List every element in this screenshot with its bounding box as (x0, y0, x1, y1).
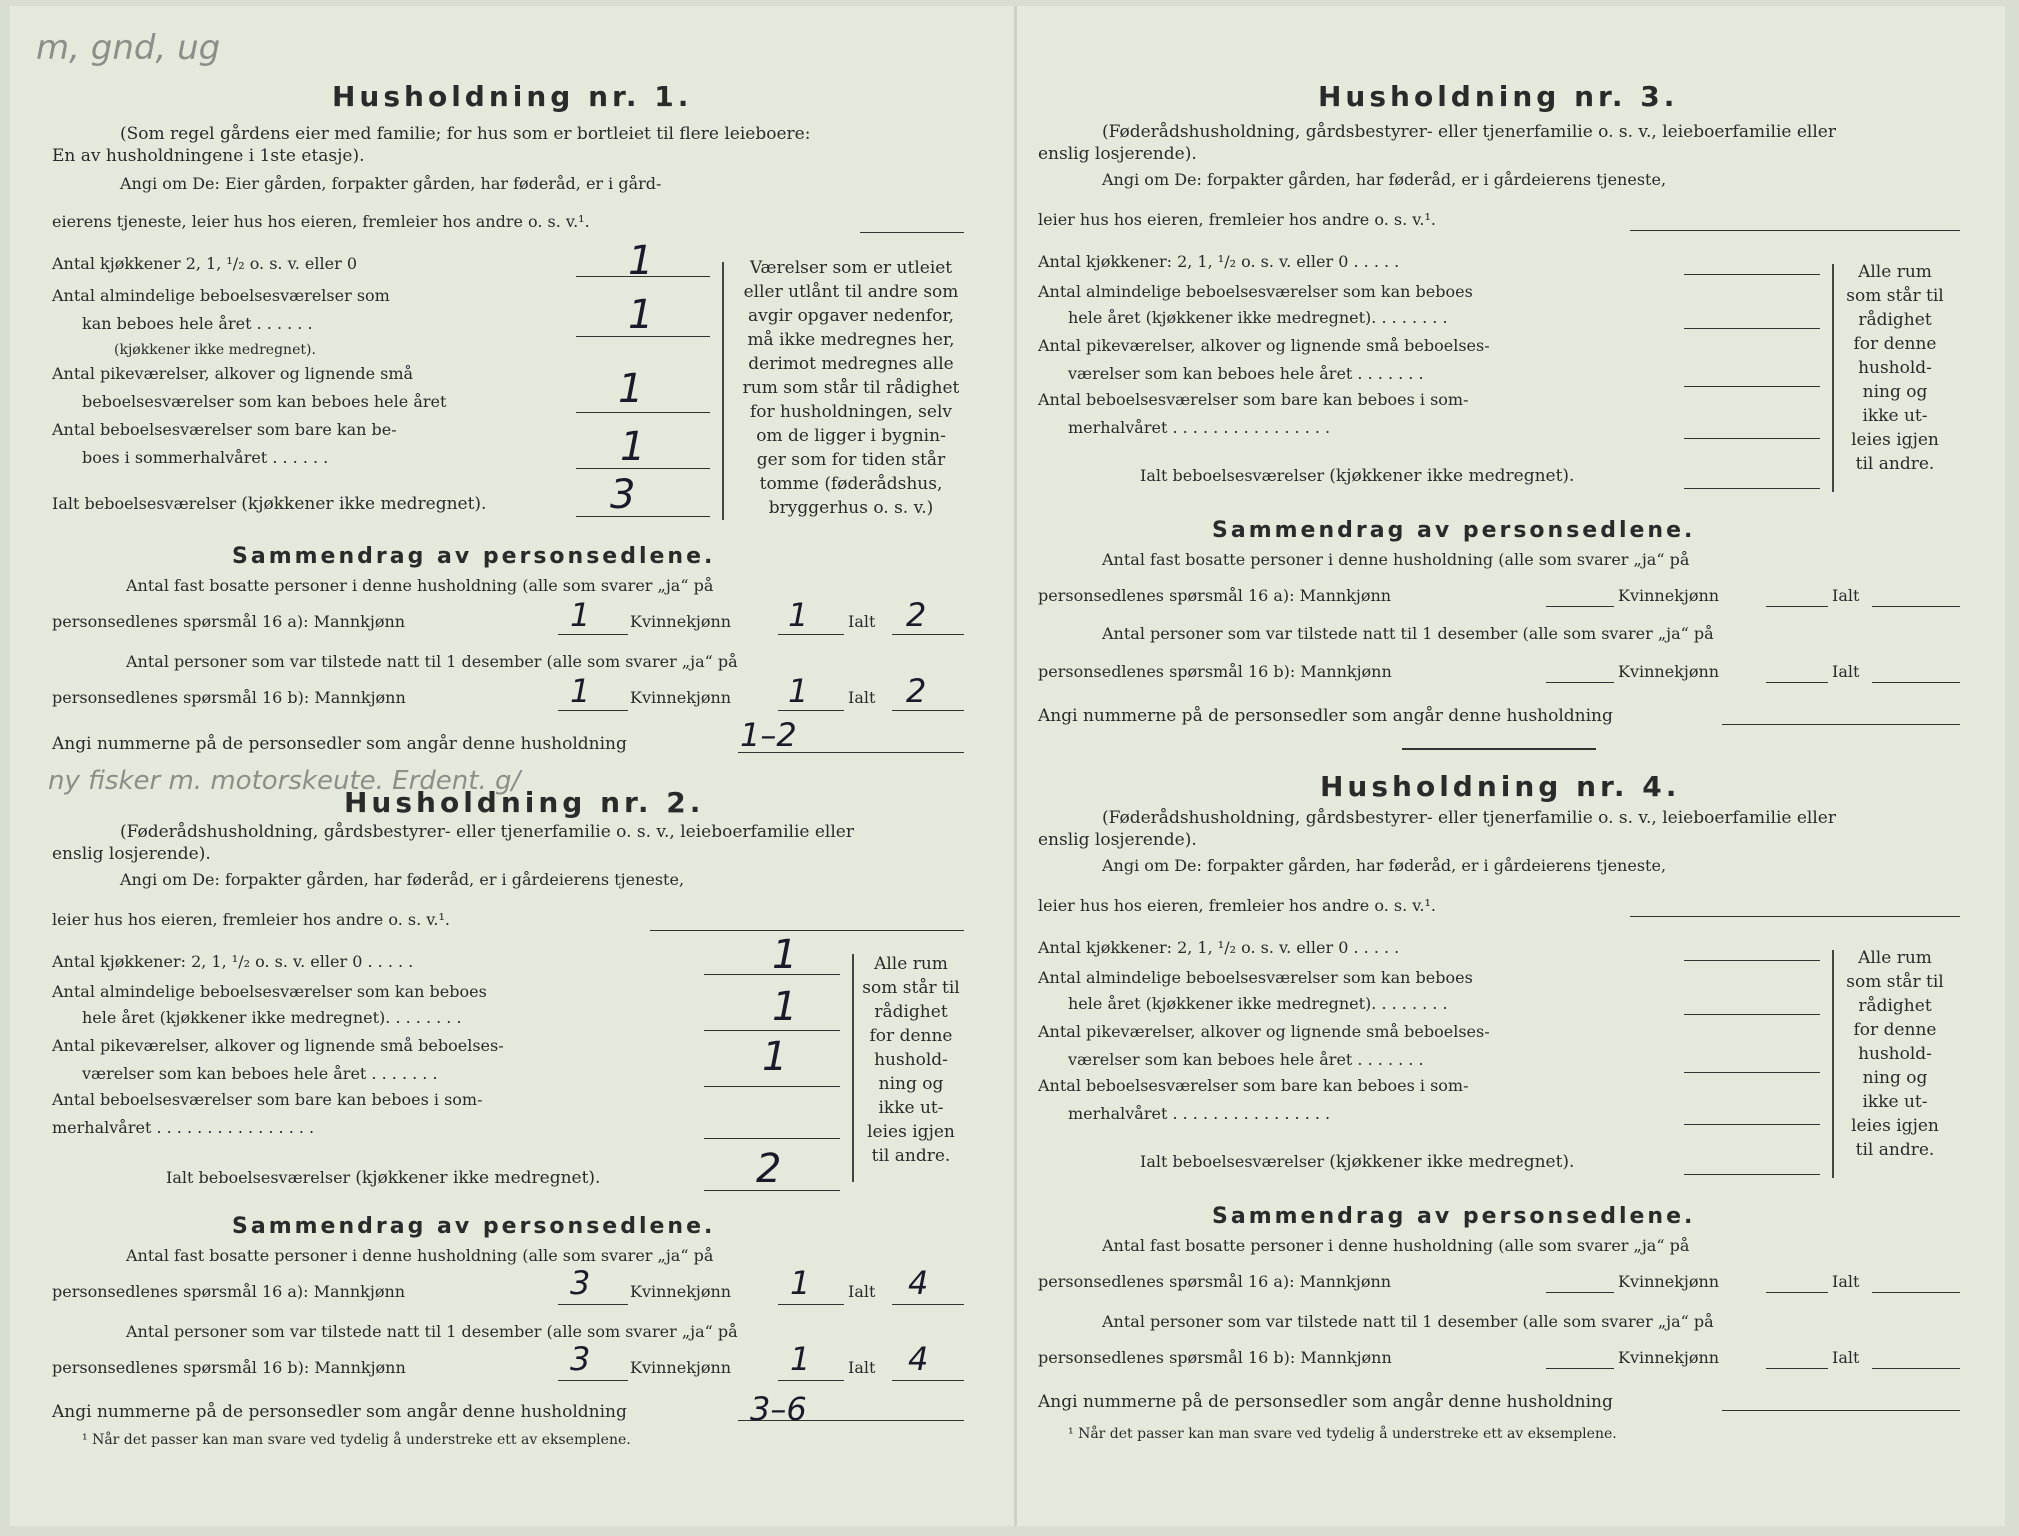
h1-intro-2: En av husholdningene i 1ste etasje). (52, 146, 365, 166)
h2-til-ialt: Ialt (848, 1358, 876, 1377)
h1-intro-1: (Som regel gårdens eier med familie; for hus som er bortleiet til flere leieboere: (120, 124, 811, 144)
h2-fast-1: Antal fast bosatte personer i denne husholdning (alle som svarer „ja“ på (126, 1246, 714, 1265)
h1-value-pike: 1 (618, 366, 644, 412)
h4-til-1: Antal personer som var tilstede natt til 1 desember (alle som svarer „ja“ på (1102, 1312, 1714, 1331)
h2-value-nummerne: 3–6 (750, 1390, 807, 1428)
h4-title: Husholdning nr. 4. (1320, 770, 1681, 803)
h2-row-pike-b: værelser som kan beboes hele året . . . . . . . (82, 1064, 438, 1083)
h3-row-sommer-a: Antal beboelsesværelser som bare kan beboes i som- (1038, 390, 1469, 409)
h1-b-mann: 1 (570, 672, 591, 710)
h2-note: Alle rum som står til rådighet for denne hushold- ning og ikke ut- leies igjen til andre. (862, 954, 960, 1166)
h3-angi-1: Angi om De: forpakter gården, har føderåd, er i gårdeierens tjeneste, (1102, 170, 1667, 189)
h3-title: Husholdning nr. 3. (1318, 80, 1679, 113)
h1-nummerne: Angi nummerne på de personsedler som angår denne husholdning (52, 734, 627, 754)
h1-row-pike-a: Antal pikeværelser, alkover og lignende små (52, 364, 414, 383)
h3-note: Alle rum som står til rådighet for denne hushold- ning og ikke ut- leies igjen til andre. (1846, 262, 1944, 474)
h2-title: Husholdning nr. 2. (344, 786, 705, 819)
h2-angi-1: Angi om De: forpakter gården, har føderåd, er i gårdeierens tjeneste, (120, 870, 685, 889)
h1-row-alm-b: kan beboes hele året . . . . . . (82, 314, 313, 333)
h4-intro-2: enslig losjerende). (1038, 830, 1197, 850)
h2-value-alm: 1 (772, 984, 798, 1030)
h2-row-pike-a: Antal pikeværelser, alkover og lignende små beboelses- (52, 1036, 504, 1055)
h3-row-pike-b: værelser som kan beboes hele året . . . . . . . (1068, 364, 1424, 383)
h1-til-kv: Kvinnekjønn (630, 688, 732, 707)
h2-b-mann: 3 (570, 1340, 591, 1378)
h3-fast-ialt: Ialt (1832, 586, 1860, 605)
h1-value-kjokken: 1 (628, 238, 654, 284)
h3-row-kjokken: Antal kjøkkener: 2, 1, ¹/₂ o. s. v. eller 0 . . . . . (1038, 252, 1400, 271)
h3-intro-1: (Føderådshusholdning, gårdsbestyrer- eller tjenerfamilie o. s. v., leieboerfamilie eller (1102, 122, 1836, 142)
h4-row-pike-a: Antal pikeværelser, alkover og lignende små beboelses- (1038, 1022, 1490, 1041)
h2-row-ialt: Ialt beboelsesværelser (kjøkkener ikke medregnet). (166, 1168, 601, 1188)
h1-value-alm: 1 (628, 292, 654, 338)
h3-fast-2: personsedlenes spørsmål 16 a): Mannkjønn (1038, 586, 1392, 605)
h4-row-alm-a: Antal almindelige beboelsesværelser som kan beboes (1038, 968, 1473, 987)
h3-til-2: personsedlenes spørsmål 16 b): Mannkjønn (1038, 662, 1392, 681)
h1-angi-2: eierens tjeneste, leier hus hos eieren, fremleier hos andre o. s. v.¹. (52, 212, 590, 231)
h1-til-ialt: Ialt (848, 688, 876, 707)
h1-title: Husholdning nr. 1. (332, 80, 693, 113)
h4-fast-2: personsedlenes spørsmål 16 a): Mannkjønn (1038, 1272, 1392, 1291)
h4-til-kv: Kvinnekjønn (1618, 1348, 1720, 1367)
pencil-note-top: m, gnd, ug (36, 28, 221, 68)
h2-til-kv: Kvinnekjønn (630, 1358, 732, 1377)
h4-row-pike-b: værelser som kan beboes hele året . . . . . . . (1068, 1050, 1424, 1069)
h3-row-sommer-b: merhalvåret . . . . . . . . . . . . . . . . (1068, 418, 1331, 437)
h3-fast-kv: Kvinnekjønn (1618, 586, 1720, 605)
h2-value-kjokken: 1 (772, 932, 798, 978)
h2-angi-2: leier hus hos eieren, fremleier hos andre o. s. v.¹. (52, 910, 450, 929)
h1-a-mann: 1 (570, 596, 591, 634)
h2-value-ialt: 2 (756, 1146, 782, 1192)
h3-fast-1: Antal fast bosatte personer i denne husholdning (alle som svarer „ja“ på (1102, 550, 1690, 569)
h1-row-kjokken: Antal kjøkkener 2, 1, ¹/₂ o. s. v. eller 0 (52, 254, 357, 273)
h1-row-ialt: Ialt beboelsesværelser (kjøkkener ikke medregnet). (52, 494, 487, 514)
h2-row-kjokken: Antal kjøkkener: 2, 1, ¹/₂ o. s. v. eller 0 . . . . . (52, 952, 414, 971)
h3-sammendrag: Sammendrag av personsedlene. (1212, 518, 1696, 543)
h3-row-alm-b: hele året (kjøkkener ikke medregnet). . . . . . . . (1068, 308, 1448, 327)
h1-row-pike-b: beboelsesværelser som kan beboes hele året (82, 392, 447, 411)
h1-fast-kv: Kvinnekjønn (630, 612, 732, 631)
h1-b-kvinne: 1 (788, 672, 809, 710)
h4-til-2: personsedlenes spørsmål 16 b): Mannkjønn (1038, 1348, 1392, 1367)
h2-b-kvinne: 1 (790, 1340, 811, 1378)
h2-a-mann: 3 (570, 1264, 591, 1302)
h4-sammendrag: Sammendrag av personsedlene. (1212, 1204, 1696, 1229)
h1-b-ialt: 2 (906, 672, 927, 710)
h4-angi-2: leier hus hos eieren, fremleier hos andre o. s. v.¹. (1038, 896, 1436, 915)
h1-til-2: personsedlenes spørsmål 16 b): Mannkjønn (52, 688, 406, 707)
h1-til-1: Antal personer som var tilstede natt til 1 desember (alle som svarer „ja“ på (126, 652, 738, 671)
h2-fast-ialt: Ialt (848, 1282, 876, 1301)
h4-row-sommer-a: Antal beboelsesværelser som bare kan beboes i som- (1038, 1076, 1469, 1095)
h2-fast-kv: Kvinnekjønn (630, 1282, 732, 1301)
h2-sammendrag: Sammendrag av personsedlene. (232, 1214, 716, 1239)
h4-til-ialt: Ialt (1832, 1348, 1860, 1367)
h4-row-alm-b: hele året (kjøkkener ikke medregnet). . . . . . . . (1068, 994, 1448, 1013)
h4-fast-ialt: Ialt (1832, 1272, 1860, 1291)
h4-row-kjokken: Antal kjøkkener: 2, 1, ¹/₂ o. s. v. eller 0 . . . . . (1038, 938, 1400, 957)
page-fold (1014, 6, 1017, 1526)
h2-row-alm-b: hele året (kjøkkener ikke medregnet). . . . . . . . (82, 1008, 462, 1027)
h2-nummerne: Angi nummerne på de personsedler som angår denne husholdning (52, 1402, 627, 1422)
h4-fast-kv: Kvinnekjønn (1618, 1272, 1720, 1291)
h2-a-ialt: 4 (908, 1264, 929, 1302)
h1-value-nummerne: 1–2 (740, 716, 797, 754)
h2-til-1: Antal personer som var tilstede natt til 1 desember (alle som svarer „ja“ på (126, 1322, 738, 1341)
h1-fast-1: Antal fast bosatte personer i denne husholdning (alle som svarer „ja“ på (126, 576, 714, 595)
h3-til-ialt: Ialt (1832, 662, 1860, 681)
h3-row-ialt: Ialt beboelsesværelser (kjøkkener ikke medregnet). (1140, 466, 1575, 486)
h2-value-pike: 1 (762, 1034, 788, 1080)
h4-row-ialt: Ialt beboelsesværelser (kjøkkener ikke medregnet). (1140, 1152, 1575, 1172)
h1-a-kvinne: 1 (788, 596, 809, 634)
h3-til-1: Antal personer som var tilstede natt til 1 desember (alle som svarer „ja“ på (1102, 624, 1714, 643)
h1-row-sommer-a: Antal beboelsesværelser som bare kan be- (52, 420, 397, 439)
h2-til-2: personsedlenes spørsmål 16 b): Mannkjønn (52, 1358, 406, 1377)
h2-row-sommer-b: merhalvåret . . . . . . . . . . . . . . . . (52, 1118, 315, 1137)
h3-nummerne: Angi nummerne på de personsedler som angår denne husholdning (1038, 706, 1613, 726)
h2-row-sommer-a: Antal beboelsesværelser som bare kan beboes i som- (52, 1090, 483, 1109)
h2-footnote: ¹ Når det passer kan man svare ved tydelig å understreke ett av eksemplene. (82, 1432, 631, 1448)
h2-intro-2: enslig losjerende). (52, 844, 211, 864)
h2-fast-2: personsedlenes spørsmål 16 a): Mannkjønn (52, 1282, 406, 1301)
h1-sammendrag: Sammendrag av personsedlene. (232, 544, 716, 569)
h3-row-pike-a: Antal pikeværelser, alkover og lignende små beboelses- (1038, 336, 1490, 355)
h1-row-alm-c: (kjøkkener ikke medregnet). (114, 342, 316, 358)
h1-angi-1: Angi om De: Eier gården, forpakter gården, har føderåd, er i gård- (120, 174, 662, 193)
h4-footnote: ¹ Når det passer kan man svare ved tydelig å understreke ett av eksemplene. (1068, 1426, 1617, 1442)
h4-row-sommer-b: merhalvåret . . . . . . . . . . . . . . . . (1068, 1104, 1331, 1123)
h1-row-alm-a: Antal almindelige beboelsesværelser som (52, 286, 390, 305)
h1-a-ialt: 2 (906, 596, 927, 634)
h2-row-alm-a: Antal almindelige beboelsesværelser som kan beboes (52, 982, 487, 1001)
h1-note: Værelser som er utleiet eller utlånt til andre som avgir opgaver nedenfor, må ikke medregnes her, derimot medregnes alle rum som står til rådighet for husholdningen, selv om de ligger i bygnin- ger som for tiden står tomme (føderådshus, bryggerhus o. s. v.) (742, 258, 960, 518)
h1-fast-ialt: Ialt (848, 612, 876, 631)
h3-intro-2: enslig losjerende). (1038, 144, 1197, 164)
h4-note: Alle rum som står til rådighet for denne hushold- ning og ikke ut- leies igjen til andre. (1846, 948, 1944, 1160)
h3-angi-2: leier hus hos eieren, fremleier hos andre o. s. v.¹. (1038, 210, 1436, 229)
h4-angi-1: Angi om De: forpakter gården, har føderåd, er i gårdeierens tjeneste, (1102, 856, 1667, 875)
h1-value-ialt: 3 (610, 472, 636, 518)
h1-row-sommer-b: boes i sommerhalvåret . . . . . . (82, 448, 329, 467)
h4-intro-1: (Føderådshusholdning, gårdsbestyrer- eller tjenerfamilie o. s. v., leieboerfamilie eller (1102, 808, 1836, 828)
h3-til-kv: Kvinnekjønn (1618, 662, 1720, 681)
census-form-sheet (10, 6, 2005, 1526)
h4-fast-1: Antal fast bosatte personer i denne husholdning (alle som svarer „ja“ på (1102, 1236, 1690, 1255)
h3-row-alm-a: Antal almindelige beboelsesværelser som kan beboes (1038, 282, 1473, 301)
h1-fast-2: personsedlenes spørsmål 16 a): Mannkjønn (52, 612, 406, 631)
h2-b-ialt: 4 (908, 1340, 929, 1378)
h4-nummerne: Angi nummerne på de personsedler som angår denne husholdning (1038, 1392, 1613, 1412)
pencil-note-mid: ny fisker m. motorskeute. Erdent. g/ (48, 766, 521, 796)
h1-value-sommer: 1 (620, 424, 646, 470)
h2-a-kvinne: 1 (790, 1264, 811, 1302)
h2-intro-1: (Føderådshusholdning, gårdsbestyrer- eller tjenerfamilie o. s. v., leieboerfamilie eller (120, 822, 854, 842)
